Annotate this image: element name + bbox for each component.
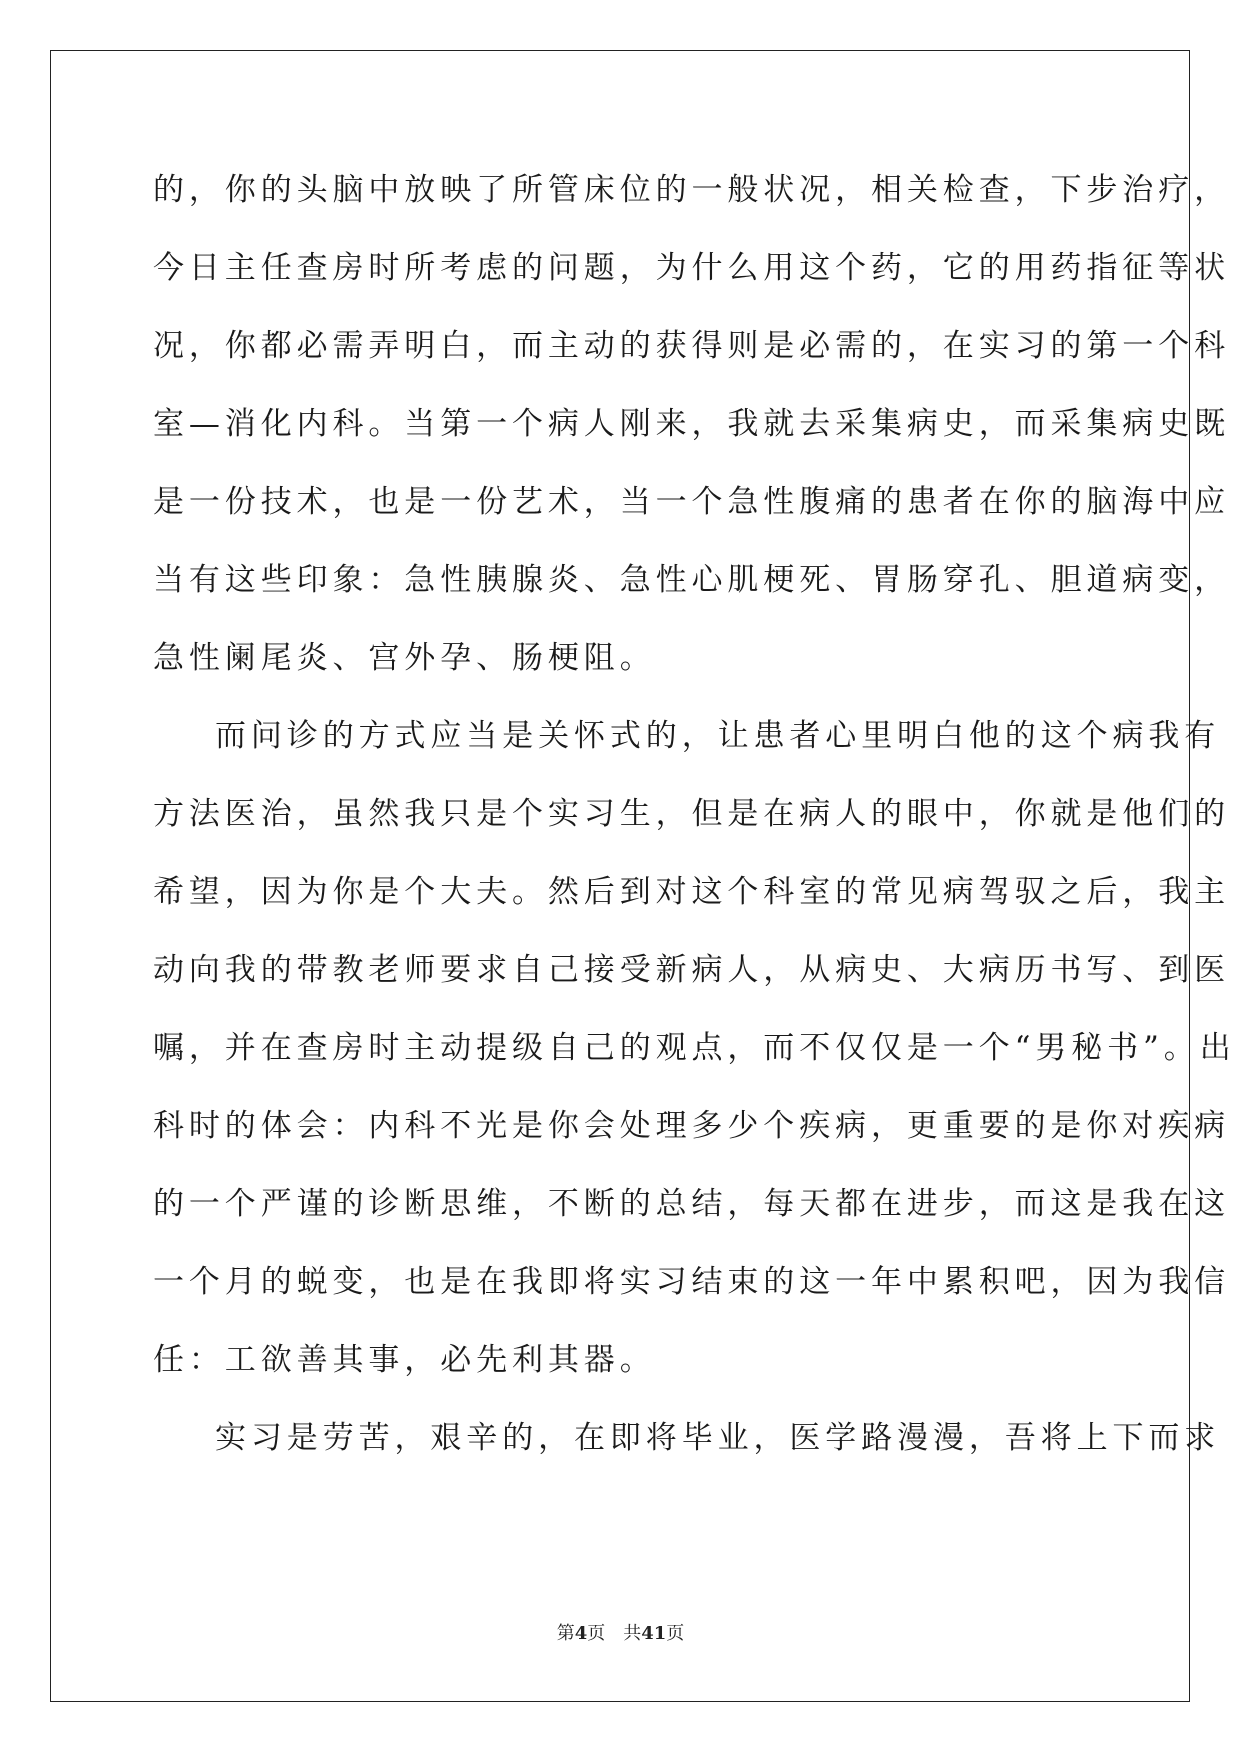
text-line: 的一个严谨的诊断思维，不断的总结，每天都在进步，而这是我在这: [153, 1186, 1230, 1222]
text-line: 希望，因为你是个大夫。然后到对这个科室的常见病驾驭之后，我主: [153, 874, 1230, 910]
document-body: [153, 162, 1236, 1488]
page-number: 4: [574, 1623, 588, 1644]
text-line: 科时的体会：内科不光是你会处理多少个疾病，更重要的是你对疾病: [153, 1108, 1230, 1144]
text-line: 是一份技术，也是一份艺术，当一个急性腹痛的患者在你的脑海中应: [153, 484, 1230, 520]
text-line: 急性阑尾炎、宫外孕、肠梗阻。: [153, 640, 656, 676]
text-line: 况，你都必需弄明白，而主动的获得则是必需的，在实习的第一个科: [153, 328, 1230, 364]
total-suffix: 页: [666, 1623, 685, 1644]
text-line: 而问诊的方式应当是关怀式的，让患者心里明白他的这个病我有: [215, 718, 1221, 754]
text-line: 方法医治，虽然我只是个实习生，但是在病人的眼中，你就是他们的: [153, 796, 1230, 832]
page-footer: [0, 1622, 1241, 1646]
page-suffix: 页: [587, 1623, 606, 1644]
text-line: 室—消化内科。当第一个病人刚来，我就去采集病史，而采集病史既: [153, 406, 1230, 442]
text-line: 动向我的带教老师要求自己接受新病人，从病史、大病历书写、到医: [153, 952, 1230, 988]
text-line: 今日主任查房时所考虑的问题，为什么用这个药，它的用药指征等状: [153, 250, 1230, 286]
text-line: 一个月的蜕变，也是在我即将实习结束的这一年中累积吧，因为我信: [153, 1264, 1230, 1300]
text-line: 嘱，并在查房时主动提级自己的观点，而不仅仅是一个“男秘书”。出: [153, 1030, 1236, 1066]
text-line: 任：工欲善其事，必先利其器。: [153, 1342, 656, 1378]
text-line: 实习是劳苦，艰辛的，在即将毕业，医学路漫漫，吾将上下而求: [215, 1420, 1221, 1456]
total-prefix: 共: [623, 1623, 642, 1644]
text-line: 的，你的头脑中放映了所管床位的一般状况，相关检查，下步治疗，: [153, 172, 1230, 208]
total-pages: 41: [641, 1623, 667, 1644]
text-line: 当有这些印象：急性胰腺炎、急性心肌梗死、胃肠穿孔、胆道病变，: [153, 562, 1230, 598]
page-prefix: 第: [556, 1623, 575, 1644]
